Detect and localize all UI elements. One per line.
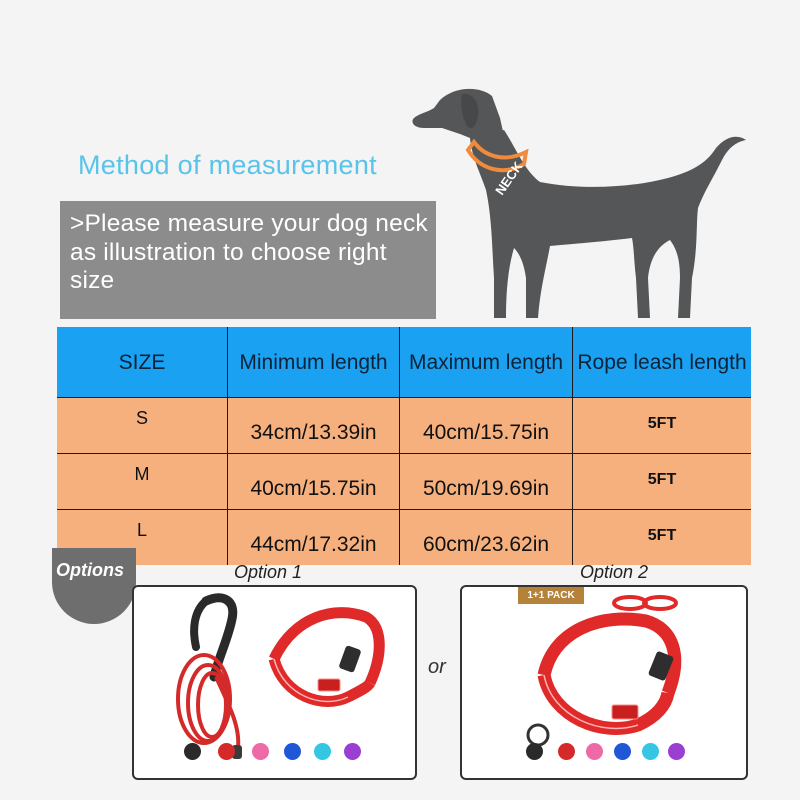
size-cell: L xyxy=(57,509,227,565)
dog-silhouette-illustration xyxy=(400,78,760,330)
rope-length-cell: 5FT xyxy=(572,397,751,453)
option2-product-box[interactable] xyxy=(460,585,748,780)
header-min-length: Minimum length xyxy=(227,327,399,397)
color-swatch-cyan[interactable] xyxy=(642,743,659,760)
color-swatch-blue[interactable] xyxy=(614,743,631,760)
min-length-cell: 44cm/17.32in xyxy=(227,509,399,565)
pack-badge: 1+1 PACK xyxy=(518,587,584,604)
header-max-length: Maximum length xyxy=(399,327,572,397)
header-size: SIZE xyxy=(118,350,166,374)
min-length-cell: 34cm/13.39in xyxy=(227,397,399,453)
option2-title: Option 2 xyxy=(580,562,649,582)
color-swatch-black[interactable] xyxy=(184,743,201,760)
table-row xyxy=(57,453,751,509)
size-chart-table xyxy=(57,327,751,565)
color-swatch-pink[interactable] xyxy=(252,743,269,760)
option1-product-box[interactable] xyxy=(132,585,417,780)
rope-length-cell: 5FT xyxy=(572,453,751,509)
table-header-row xyxy=(57,327,751,397)
color-swatch-blue[interactable] xyxy=(284,743,301,760)
max-length-cell: 60cm/23.62in xyxy=(399,509,572,565)
color-swatch-red[interactable] xyxy=(558,743,575,760)
color-swatch-red[interactable] xyxy=(218,743,235,760)
option1-title: Option 1 xyxy=(234,562,303,582)
instruction-box: >Please measure your dog neck as illustration to choose right size xyxy=(60,201,436,319)
max-length-cell: 40cm/15.75in xyxy=(399,397,572,453)
options-label: Options xyxy=(56,560,124,580)
color-swatch-cyan[interactable] xyxy=(314,743,331,760)
collar-pack-illustration xyxy=(462,587,746,778)
header-rope-leash: Rope leash length xyxy=(572,327,751,397)
leash-and-collar-illustration xyxy=(134,587,415,778)
neck-label: NECK xyxy=(492,158,526,198)
min-length-cell: 40cm/15.75in xyxy=(227,453,399,509)
rope-length-cell: 5FT xyxy=(572,509,751,565)
color-swatch-black[interactable] xyxy=(526,743,543,760)
table-row xyxy=(57,397,751,453)
color-swatch-pink[interactable] xyxy=(586,743,603,760)
or-separator: or xyxy=(428,656,446,678)
page-title: Method of measurement xyxy=(78,150,377,180)
table-row xyxy=(57,509,751,565)
max-length-cell: 50cm/19.69in xyxy=(399,453,572,509)
color-swatch-purple[interactable] xyxy=(344,743,361,760)
color-swatch-purple[interactable] xyxy=(668,743,685,760)
size-cell: S xyxy=(57,397,227,453)
size-cell: M xyxy=(57,453,227,509)
